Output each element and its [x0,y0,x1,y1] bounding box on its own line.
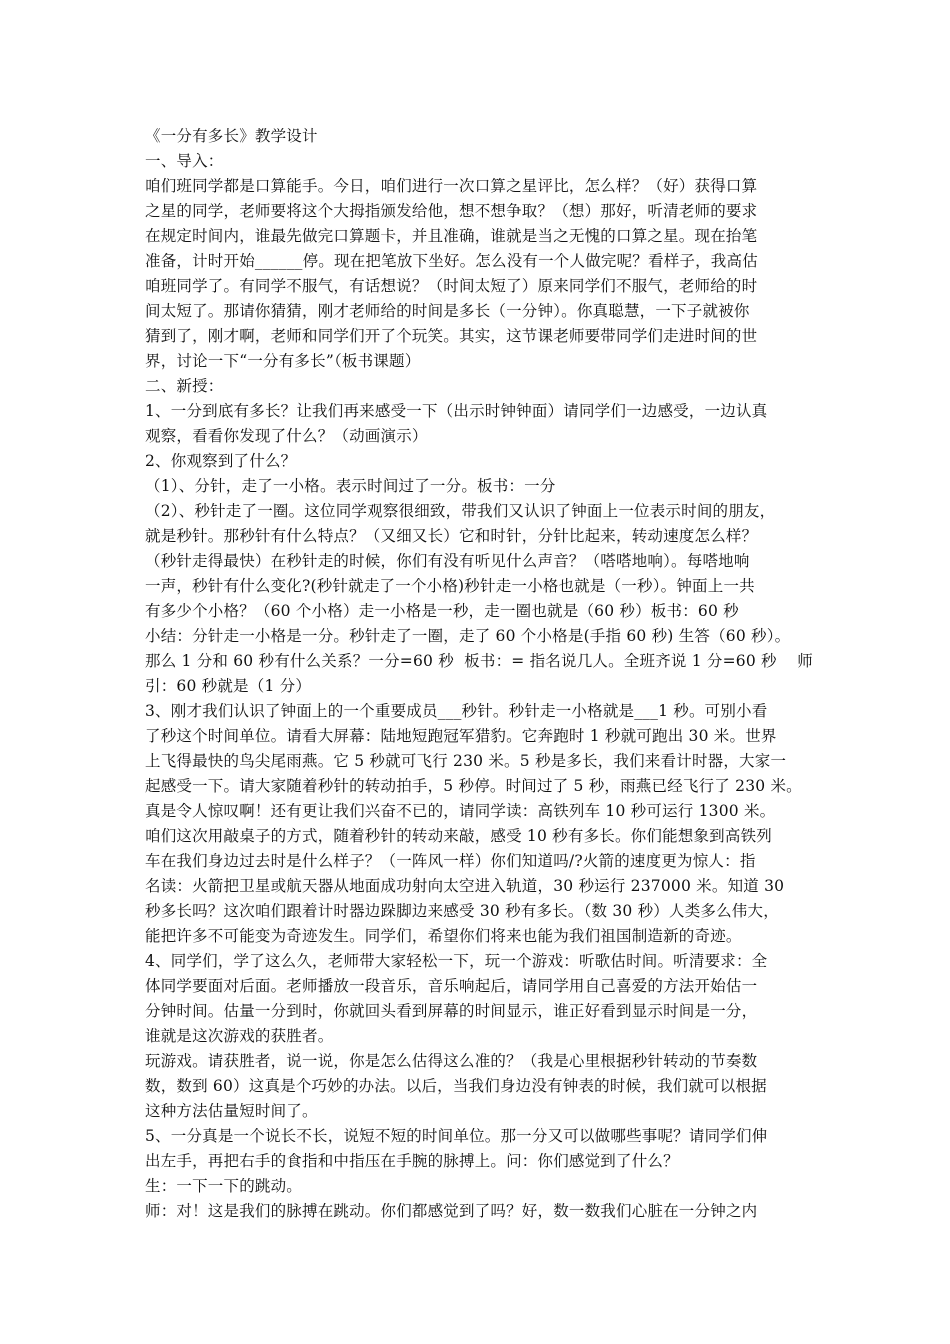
text-line: 了秒这个时间单位。请看大屏幕：陆地短跑冠军猎豹。它奔跑时 1 秒就可跑出 30 米。世界 [145,727,777,745]
text-line: 3、刚才我们认识了钟面上的一个重要成员___秒针。秒针走一小格就是___1 秒。可别小看 [145,702,768,720]
text-line: 体同学要面对后面。老师播放一段音乐，音乐响起后，请同学用自己喜爱的方法开始估一 [145,977,758,995]
text-line: 引：60 秒就是（1 分） [145,677,312,695]
text-line: 4、同学们，学了这么久，老师带大家轻松一下，玩一个游戏：听歌估时间。听清要求：全 [145,952,768,970]
text-line: 有多少个小格？（60 个小格）走一小格是一秒，走一圈也就是（60 秒）板书：60 秒 [145,602,739,620]
text-line: 观察，看看你发现了什么？（动画演示） [145,427,428,445]
text-line: 二、新授： [145,377,224,395]
text-line: 间太短了。那请你猜猜，刚才老师给的时间是多长（一分钟）。你真聪慧，一下子就被你 [145,302,750,320]
text-line: 这种方法估量短时间了。 [145,1102,318,1120]
text-line: 咱们班同学都是口算能手。今日，咱们进行一次口算之星评比，怎么样？（好）获得口算 [145,177,758,195]
text-line: 在规定时间内，谁最先做完口算题卡，并且准确，谁就是当之无愧的口算之星。现在抬笔 [145,227,758,245]
text-line: 玩游戏。请获胜者，说一说，你是怎么估得这么准的？（我是心里根据秒针转动的节奏数 [145,1052,758,1070]
text-line: 就是秒针。那秒针有什么特点？（又细又长）它和时针，分针比起来，转动速度怎么样？ [145,527,758,545]
text-line: 猜到了，刚才啊，老师和同学们开了个玩笑。其实，这节课老师要带同学们走进时间的世 [145,327,758,345]
text-line: 一声，秒针有什么变化?(秒针就走了一个小格)秒针走一小格也就是（一秒）。钟面上一共 [145,577,755,595]
document-body [145,149,813,1224]
text-line: 师：对！这是我们的脉搏在跳动。你们都感觉到了吗？好，数一数我们心脏在一分钟之内 [145,1202,758,1220]
text-line: 上飞得最快的鸟尖尾雨燕。它 5 秒就可飞行 230 米。5 秒是多长，我们来看计时器，大家一 [145,752,787,770]
text-line: 秒多长吗？这次咱们跟着计时器边跺脚边来感受 30 秒有多长。（数 30 秒）人类多么伟大， [145,902,779,920]
text-line: 界，讨论一下“一分有多长”（板书课题） [145,352,421,370]
text-line: （秒针走得最快）在秒针走的时候，你们有没有听见什么声音？（嗒嗒地响）。每嗒地响 [145,552,750,570]
text-line: （1）、分针，走了一小格。表示时间过了一分。板书：一分 [145,477,556,495]
text-line: 名读：火箭把卫星或航天器从地面成功射向太空进入轨道，30 秒运行 237000 米。知道 30 [145,877,785,895]
text-line: （2）、秒针走了一圈。这位同学观察很细致，带我们又认识了钟面上一位表示时间的朋友， [145,502,776,520]
text-line: 起感受一下。请大家随着秒针的转动拍手，5 秒停。时间过了 5 秒，雨燕已经飞行了 230 米。 [145,777,802,795]
text-line: 咱班同学了。有同学不服气，有话想说？（时间太短了）原来同学们不服气，老师给的时 [145,277,758,295]
document-page [145,124,813,1224]
text-line: 车在我们身边过去时是什么样子？（一阵风一样）你们知道吗/?火箭的速度更为惊人：指 [145,852,756,870]
text-line: 咱们这次用敲桌子的方式，随着秒针的转动来敲，感受 10 秒有多长。你们能想象到高铁列 [145,827,772,845]
text-line: 谁就是这次游戏的获胜者。 [145,1027,334,1045]
text-line: 那么 1 分和 60 秒有什么关系？一分=60 秒 板书：= 指名说几人。全班齐说 1 分=60 秒 师 [145,652,813,670]
text-line: 5、一分真是一个说长不长，说短不短的时间单位。那一分又可以做哪些事呢？请同学们伸 [145,1127,768,1145]
text-line: 真是令人惊叹啊！还有更让我们兴奋不已的，请同学读：高铁列车 10 秒可运行 1300 米。 [145,802,776,820]
document-title: 《一分有多长》教学设计 [145,127,318,145]
text-line: 分钟时间。估量一分到时，你就回头看到屏幕的时间显示，谁正好看到显示时间是一分， [145,1002,758,1020]
text-line: 数，数到 60）这真是个巧妙的办法。以后，当我们身边没有钟表的时候，我们就可以根据 [145,1077,767,1095]
text-line: 一、导入： [145,152,224,170]
text-line: 出左手，再把右手的食指和中指压在手腕的脉搏上。问：你们感觉到了什么？ [145,1152,679,1170]
text-line: 1、一分到底有多长？让我们再来感受一下（出示时钟钟面）请同学们一边感受，一边认真 [145,402,768,420]
text-line: 能把许多不可能变为奇迹发生。同学们，希望你们将来也能为我们祖国制造新的奇迹。 [145,927,742,945]
text-line: 之星的同学，老师要将这个大拇指颁发给他，想不想争取？（想）那好，听清老师的要求 [145,202,758,220]
text-line: 2、你观察到了什么？ [145,452,297,470]
text-line: 小结：分针走一小格是一分。秒针走了一圈，走了 60 个小格是(手指 60 秒) 生答（60 秒）。 [145,627,791,645]
text-line: 生：一下一下的跳动。 [145,1177,303,1195]
text-line: 准备，计时开始______停。现在把笔放下坐好。怎么没有一个人做完呢？看样子，我高估 [145,252,758,270]
